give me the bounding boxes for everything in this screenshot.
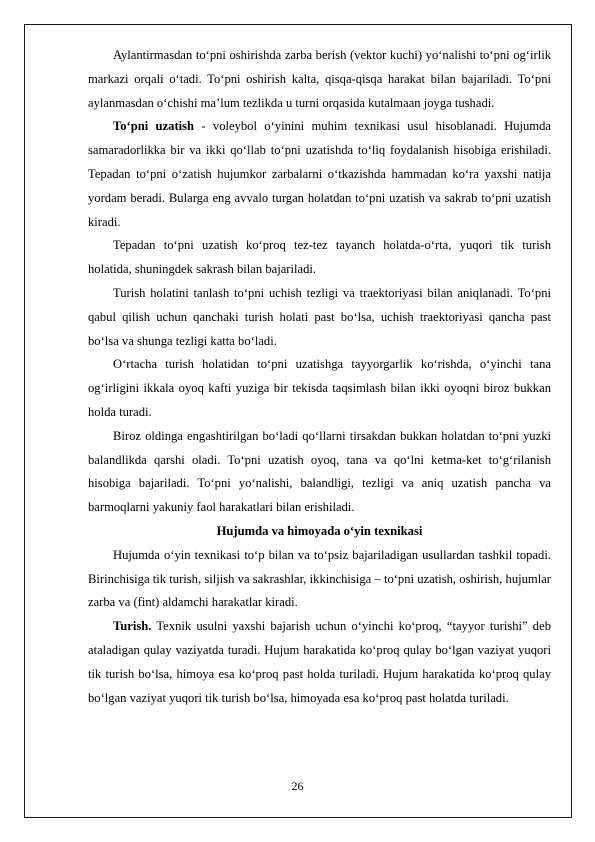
page-number: 26 (291, 779, 304, 793)
paragraph (88, 282, 551, 353)
document-body (88, 44, 551, 710)
paragraph-lead: Turish. (113, 619, 152, 634)
paragraph-text: - voleybol o‘yinini muhim texnikasi usul hisoblanadi. Hujumda samaradorlikka bir va ikki qo‘llab to‘pni uzatishda to‘liq foydalanish hisobiga erishiladi. Tepadan to‘pni o‘zatish hujumkor zarbalarni o‘tkazishda hammadan ko‘ra yaxshi natija yordam beradi. Bularga eng avvalo turgan holatdan to‘pni uzatish va sakrab to‘pni uzatish kiradi. (88, 119, 551, 229)
paragraph-lead: To‘pni uzatish (113, 119, 195, 134)
paragraph (88, 234, 551, 282)
paragraph (88, 544, 551, 615)
paragraph-text: Texnik usulni yaxshi bajarish uchun o‘yinchi ko‘proq, “tayyor turishi” deb ataladigan qulay vaziyatda turadi. Hujum harakatida ko‘proq qulay bo‘lgan vaziyat yuqori tik turish bo‘lsa, himoya esa ko‘proq past holda turiladi. Hujum harakatida ko‘proq qulay bo‘lgan vaziyat yuqori tik turish bo‘lsa, himoyada esa ko‘proq past holatda turiladi. (88, 619, 551, 705)
paragraph-text: Aylantirmasdan to‘pni oshirishda zarba berish (vektor kuchi) yo‘nalishi to‘pni og‘irlik markazi orqali o‘tadi. To‘pni oshirish kalta, qisqa-qisqa harakat bilan bajariladi. To‘pni aylanmasdan o‘chishi ma’lum tezlikda u turni orqasida kutalmaan joyga tushadi. (88, 48, 551, 110)
paragraph-text: Turish holatini tanlash to‘pni uchish tezligi va traektoriyasi bilan aniqlanadi. To‘pni qabul qilish uchun qanchaki turish holati past bo‘lsa, uchish traektoriyasi qancha past bo‘lsa va shunga tezligi katta bo‘ladi. (88, 285, 551, 348)
paragraph (88, 44, 551, 115)
paragraph (88, 425, 551, 520)
paragraph-text: Hujumda o‘yin texnikasi to‘p bilan va to‘psiz bajariladigan usullardan tashkil topadi. Birinchisiga tik turish, siljish va sakrashlar, ikkinchisiga – to‘pni uzatish, oshirish, hujumlar zarba va (fint) aldamchi harakatlar kiradi. (88, 547, 551, 610)
paragraph-text: Biroz oldinga engashtirilgan bo‘ladi qo‘llarni tirsakdan bukkan holatdan to‘pni yuzki balandlikda qarshi oladi. To‘pni uzatish oyoq, tana va qo‘lni ketma-ket to‘g‘rilanish hisobiga bajariladi. To‘pni yo‘nalishi, balandligi, tezligi va aniq uzatish pancha va barmoqlarni yakuniy faol harakatlari bilan erishiladi. (88, 428, 551, 515)
paragraph-text: Tepadan to‘pni uzatish ko‘proq tez-tez tayanch holatda-o‘rta, yuqori tik turish holatida, shuningdek sakrash bilan bajariladi. (88, 238, 551, 277)
section-heading: Hujumda va himoyada o‘yin texnikasi (216, 523, 423, 538)
paragraph (88, 353, 551, 424)
paragraph (88, 615, 551, 710)
paragraph-text: O‘rtacha turish holatidan to‘pni uzatishga tayyorgarlik ko‘rishda, o‘yinchi tana og‘irligini ikkala oyoq kafti yuziga bir tekisda taqsimlash bilan ikki oyoqni biroz bukkan holda turadi. (88, 357, 551, 419)
paragraph (88, 115, 551, 234)
